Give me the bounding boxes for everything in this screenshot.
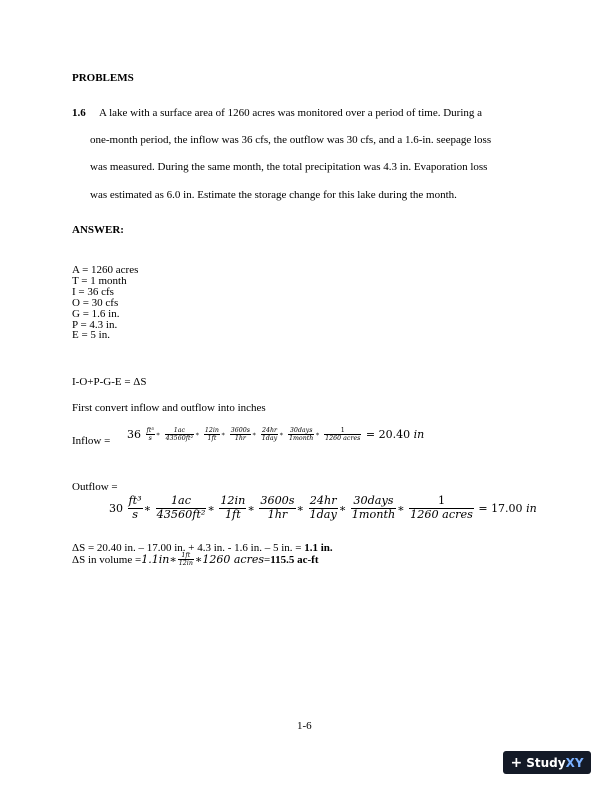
volume-label: ΔS in volume = — [72, 553, 142, 566]
convert-instruction: First convert inflow and outflow into inches — [72, 402, 266, 414]
balance-equation: I-O+P-G-E = ΔS — [72, 376, 147, 388]
outflow-coefficient: 30 — [109, 501, 123, 515]
given-seepage: G = 1.6 in. — [72, 307, 120, 320]
answer-heading: ANSWER: — [72, 224, 124, 236]
problem-line-3: was measured. During the same month, the total precipitation was 4.3 in. Evaporation loss — [90, 161, 488, 173]
outflow-fraction: $\frac{3600s}{1hr}$ — [260, 494, 295, 521]
outflow-fraction: $\frac{1}{\text{1260 acres}}$ — [410, 494, 473, 521]
inflow-result-value: 20.40 — [378, 428, 411, 442]
volume-equals: = — [264, 553, 271, 566]
given-inflow: I = 36 cfs — [72, 285, 114, 298]
outflow-label: Outflow = — [72, 481, 118, 493]
outflow-fraction: $\frac{1ac}{\text{43560ft²}}$ — [156, 494, 206, 521]
outflow-result-unit: in — [526, 501, 537, 515]
inflow-fraction: $\frac{3600s}{1hr}$ — [230, 427, 251, 443]
given-time: T = 1 month — [72, 274, 127, 287]
volume-fraction: $\frac{1ft}{12in}$ — [178, 552, 193, 568]
delta-s-text: ΔS = 20.40 in. – 17.00 in. + 4.3 in. - 1.6 in. – 5 in. = — [72, 542, 305, 554]
outflow-fraction: $\frac{\text{ft³}}{s}$ — [128, 494, 142, 521]
inflow-label: Inflow = — [72, 435, 111, 447]
outflow-result-value: 17.00 — [491, 501, 523, 515]
inflow-equation: 36 $\frac{\text{ft³}}{s}$ ∗ $\frac{1ac}{\text{43560ft²}}$ ∗ $\frac{12in}{1ft}$ ∗ $\frac{3600s}{1hr}$ ∗ $\frac{24hr}{\text{1day}}$ ∗ $\frac{\text{30days}}{\text{1month}}$ ∗ $\frac{1}{\text{1260 acres}}$ = 20.40 in — [127, 427, 425, 443]
volume-area: 1260 acres — [202, 553, 264, 567]
badge-text-study: Study — [526, 755, 566, 770]
page-number: 1-6 — [297, 720, 312, 732]
problem-line-4: was estimated as 6.0 in. Estimate the storage change for this lake during the month. — [90, 189, 457, 201]
outflow-fraction: $\frac{24hr}{\text{1day}}$ — [309, 494, 337, 521]
outflow-equation: 30 $\frac{\text{ft³}}{s}$ ∗ $\frac{1ac}{\text{43560ft²}}$ ∗ $\frac{12in}{1ft}$ ∗ $\frac{3600s}{1hr}$ ∗ $\frac{24hr}{\text{1day}}$ ∗ $\frac{\text{30days}}{\text{1month}}$ ∗ $\frac{1}{\text{1260 acres}}$ = 17.00 in — [109, 494, 537, 521]
outflow-fraction: $\frac{\text{30days}}{\text{1month}}$ — [351, 494, 396, 521]
inflow-fraction: $\frac{1ac}{\text{43560ft²}}$ — [165, 427, 194, 443]
inflow-fraction: $\frac{1}{\text{1260 acres}}$ — [325, 427, 361, 443]
inflow-coefficient: 36 — [127, 428, 141, 442]
section-heading: PROBLEMS — [72, 72, 134, 84]
outflow-fraction: $\frac{12in}{1ft}$ — [220, 494, 246, 521]
inflow-fraction: $\frac{24hr}{\text{1day}}$ — [261, 427, 278, 443]
inflow-fraction: $\frac{12in}{1ft}$ — [204, 427, 219, 443]
given-precipitation: P = 4.3 in. — [72, 318, 118, 331]
inflow-result-unit: in — [413, 428, 425, 442]
given-evaporation: E = 5 in. — [72, 329, 110, 342]
givens-list — [72, 265, 138, 341]
volume-result: 115.5 ac-ft — [270, 553, 319, 566]
inflow-fraction: $\frac{\text{ft³}}{s}$ — [146, 427, 154, 443]
volume-coefficient: 1.1in — [141, 553, 170, 567]
problem-line-2: one-month period, the inflow was 36 cfs, the outflow was 30 cfs, and a 1.6-in. seepage loss — [90, 134, 492, 146]
badge-text-xy: XY — [565, 755, 584, 770]
plus-icon: + — [510, 754, 523, 771]
delta-s-result: 1.1 in. — [304, 542, 333, 554]
volume-line: ΔS in volume =1.1in∗ $\frac{1ft}{12in}$ ∗1260 acres=115.5 ac-ft — [72, 552, 319, 568]
problem-line-1: A lake with a surface area of 1260 acres was monitored over a period of time. During a — [99, 107, 483, 119]
studyxy-badge[interactable] — [503, 751, 591, 774]
given-area: A = 1260 acres — [72, 264, 139, 276]
inflow-fraction: $\frac{\text{30days}}{\text{1month}}$ — [288, 427, 314, 443]
given-outflow: O = 30 cfs — [72, 296, 119, 309]
problem-number: 1.6 — [72, 107, 86, 119]
